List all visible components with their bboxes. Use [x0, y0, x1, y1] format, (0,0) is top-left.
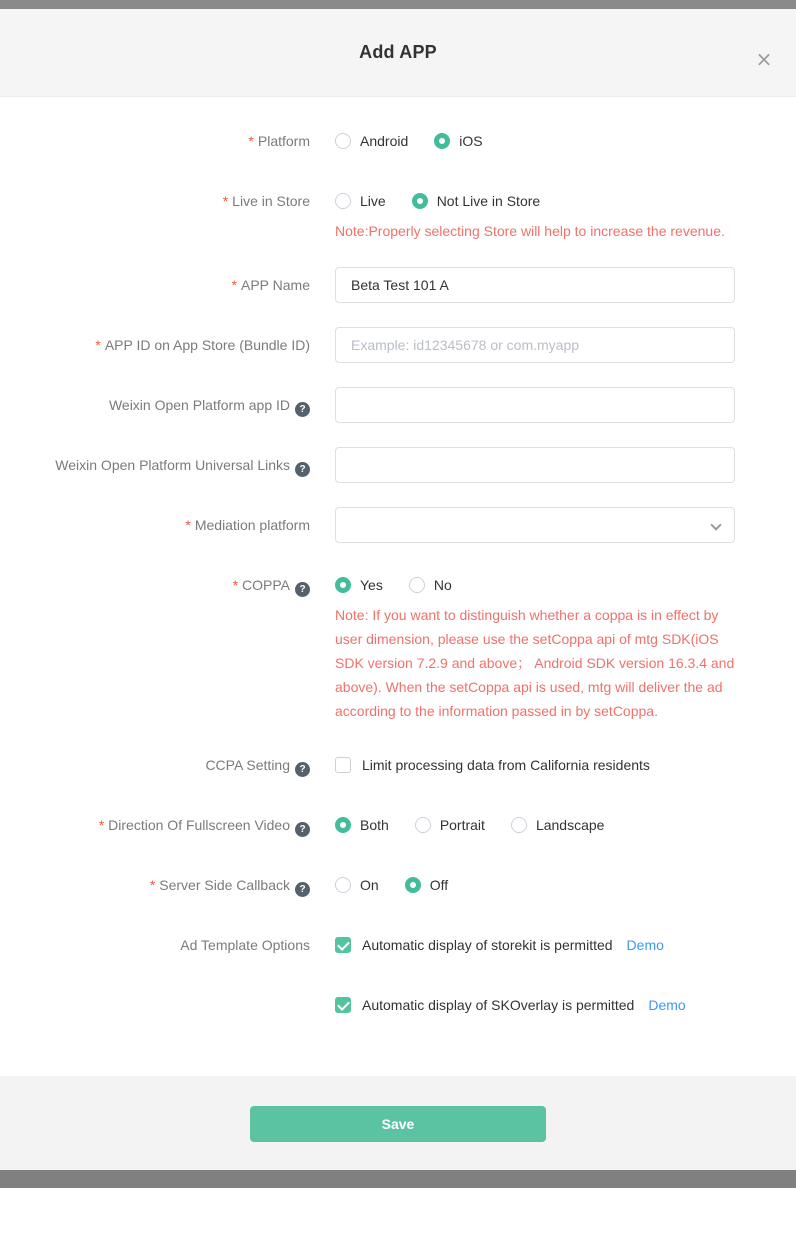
- radio-label: No: [433, 577, 452, 593]
- radio-label: iOS: [459, 133, 483, 149]
- weixin-app-id-label: Weixin Open Platform app ID ?: [0, 387, 310, 423]
- help-icon[interactable]: ?: [295, 402, 310, 417]
- form-row-live-in-store: [0, 183, 796, 243]
- required-mark: *: [98, 817, 105, 833]
- radio-label: Landscape: [535, 817, 605, 833]
- radio-platform-android[interactable]: [335, 133, 408, 149]
- app-id-label: * APP ID on App Store (Bundle ID): [95, 337, 310, 353]
- radio-circle-checked-icon[interactable]: [335, 817, 351, 833]
- radio-label: Off: [429, 877, 449, 893]
- radio-live[interactable]: [335, 193, 386, 209]
- form-row-weixin-app-id: [0, 387, 796, 423]
- radio-circle-icon[interactable]: [335, 877, 351, 893]
- radio-coppa-yes[interactable]: [335, 577, 383, 593]
- form-row-app-id: [0, 327, 796, 363]
- page-background-bottom: [0, 1170, 796, 1188]
- radio-coppa-no[interactable]: [409, 577, 452, 593]
- required-mark: *: [248, 133, 254, 149]
- app-name-input[interactable]: [335, 267, 735, 303]
- radio-label: Not Live in Store: [436, 193, 541, 209]
- radio-direction-landscape[interactable]: [511, 817, 605, 833]
- required-mark: *: [231, 277, 237, 293]
- ccpa-label: CCPA Setting ?: [0, 747, 310, 783]
- radio-direction-both[interactable]: [335, 817, 389, 833]
- required-mark: *: [185, 517, 191, 533]
- checkbox-checked-icon[interactable]: [335, 937, 351, 953]
- help-icon[interactable]: ?: [295, 582, 310, 597]
- storekit-demo-link[interactable]: Demo: [626, 937, 664, 953]
- chevron-down-icon: [710, 519, 721, 530]
- save-button[interactable]: Save: [250, 1106, 546, 1142]
- checkbox-unchecked-icon[interactable]: [335, 757, 351, 773]
- checkbox-checked-icon[interactable]: [335, 997, 351, 1013]
- required-mark: *: [222, 193, 229, 209]
- weixin-universal-links-input[interactable]: [335, 447, 735, 483]
- form-row-mediation-platform: [0, 507, 796, 543]
- help-icon[interactable]: ?: [295, 462, 310, 477]
- server-callback-label: * Server Side Callback ?: [0, 867, 310, 903]
- radio-callback-off[interactable]: [405, 877, 448, 893]
- storekit-checkbox[interactable]: [335, 937, 613, 953]
- form-row-app-name: [0, 267, 796, 303]
- radio-not-live[interactable]: [412, 193, 541, 209]
- help-icon[interactable]: ?: [295, 762, 310, 777]
- form-row-direction: [0, 807, 796, 843]
- empty-label-spacer: [0, 987, 310, 1023]
- radio-label: Both: [360, 817, 389, 833]
- form-row-ad-template-skoverlay: [0, 987, 796, 1023]
- radio-circle-icon[interactable]: [335, 133, 351, 149]
- required-mark: *: [95, 337, 101, 353]
- radio-direction-portrait[interactable]: [415, 817, 485, 833]
- close-icon[interactable]: ×: [755, 47, 773, 71]
- direction-label: * Direction Of Fullscreen Video ?: [0, 807, 310, 843]
- radio-callback-on[interactable]: [335, 877, 379, 893]
- coppa-note: Note: If you want to distinguish whether a coppa is in effect by user dimension, please use the setCoppa api of mtg SDK(iOS SDK version 7.2.9 and above； Android SDK version 16.3.4 and above). When the setCoppa api is used, mtg will deliver the ad according to the information passed in by setCoppa.: [335, 607, 735, 719]
- app-name-label: * APP Name: [231, 277, 310, 293]
- required-mark: *: [232, 577, 239, 593]
- ad-template-label: Ad Template Options: [180, 937, 310, 953]
- help-icon[interactable]: ?: [295, 822, 310, 837]
- coppa-label: * COPPA ?: [0, 567, 310, 723]
- skoverlay-checkbox[interactable]: [335, 997, 634, 1013]
- radio-label: On: [360, 877, 379, 893]
- radio-circle-checked-icon[interactable]: [405, 877, 421, 893]
- skoverlay-checkbox-label: Automatic display of SKOverlay is permitted: [362, 997, 635, 1013]
- live-in-store-label: * Live in Store: [222, 193, 310, 209]
- radio-label: Yes: [360, 577, 383, 593]
- platform-label: * Platform: [248, 133, 310, 149]
- form-row-coppa: [0, 567, 796, 723]
- required-mark: *: [149, 877, 156, 893]
- ccpa-checkbox-label: Limit processing data from California residents: [362, 757, 650, 773]
- form-row-server-callback: [0, 867, 796, 903]
- skoverlay-demo-link[interactable]: Demo: [648, 997, 686, 1013]
- weixin-universal-links-label: Weixin Open Platform Universal Links ?: [0, 447, 310, 483]
- modal-header: [0, 9, 796, 97]
- ccpa-checkbox[interactable]: [335, 757, 650, 773]
- form-row-platform: [0, 123, 796, 159]
- radio-circle-icon[interactable]: [511, 817, 527, 833]
- modal-title: Add APP: [359, 42, 437, 62]
- mediation-platform-select[interactable]: [335, 507, 735, 543]
- form-row-ad-template-storekit: [0, 927, 796, 963]
- weixin-app-id-input[interactable]: [335, 387, 735, 423]
- add-app-form: [0, 97, 796, 1076]
- radio-label: Portrait: [439, 817, 485, 833]
- modal-footer: [0, 1076, 796, 1170]
- radio-label: Android: [360, 133, 409, 149]
- page-background-top: [0, 0, 796, 9]
- radio-label: Live: [360, 193, 386, 209]
- form-row-weixin-universal-links: [0, 447, 796, 483]
- radio-circle-checked-icon[interactable]: [335, 577, 351, 593]
- form-row-ccpa: [0, 747, 796, 783]
- app-id-input[interactable]: [335, 327, 735, 363]
- radio-circle-icon[interactable]: [415, 817, 431, 833]
- mediation-platform-label: * Mediation platform: [185, 517, 310, 533]
- radio-circle-icon[interactable]: [409, 577, 425, 593]
- help-icon[interactable]: ?: [295, 882, 310, 897]
- radio-platform-ios[interactable]: [434, 133, 482, 149]
- radio-circle-icon[interactable]: [335, 193, 351, 209]
- radio-circle-checked-icon[interactable]: [434, 133, 450, 149]
- radio-circle-checked-icon[interactable]: [412, 193, 428, 209]
- live-in-store-note: Note:Properly selecting Store will help to increase the revenue.: [335, 223, 725, 239]
- storekit-checkbox-label: Automatic display of storekit is permitted: [362, 937, 613, 953]
